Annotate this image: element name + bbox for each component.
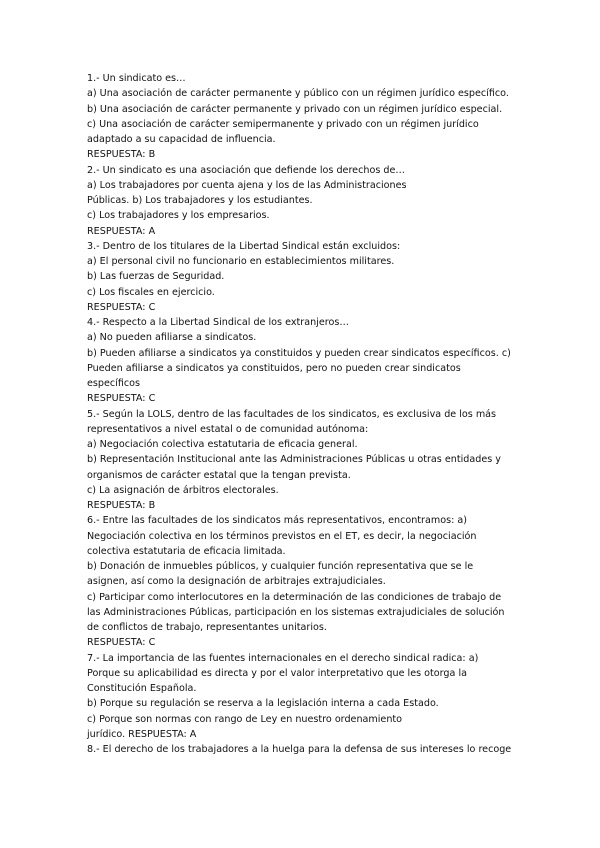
- question-2-option-c: c) Los trabajadores y los empresarios.: [87, 210, 270, 222]
- question-5-stem-cont: representativos a nivel estatal o de comunidad autónoma:: [87, 423, 369, 435]
- question-4-stem: 4.- Respecto a la Libertad Sindical de los extranjeros…: [87, 317, 349, 328]
- question-6-option-c-cont: las Administraciones Públicas, participación en los sistemas extrajudiciales de solución: [87, 606, 505, 618]
- question-6-option-c: c) Participar como interlocutores en la determinación de las condiciones de trabajo de: [87, 591, 502, 603]
- question-1-stem: 1.- Un sindicato es…: [87, 73, 186, 84]
- question-2-stem: 2.- Un sindicato es una asociación que defiende los derechos de…: [87, 164, 405, 176]
- question-1-option-a: a) Una asociación de carácter permanente y público con un régimen jurídico específico.: [87, 88, 509, 100]
- question-3-answer: RESPUESTA: C: [87, 301, 156, 313]
- question-6-option-c-cont-2: de conflictos de trabajo, representantes unitarios.: [87, 622, 327, 633]
- question-5-option-c: c) La asignación de árbitros electorales.: [87, 484, 279, 496]
- question-4-option-c-cont: específicos: [87, 378, 141, 389]
- question-3-option-a: a) El personal civil no funcionario en establecimientos militares.: [87, 256, 395, 267]
- question-5-option-b: b) Representación Institucional ante las Administraciones Públicas u otras entidades y: [87, 454, 501, 466]
- question-4-option-c: Pueden afiliarse a sindicatos ya constituidos, pero no pueden crear sindicatos: [87, 362, 461, 374]
- question-1-option-b: b) Una asociación de carácter permanente y privado con un régimen jurídico especial.: [87, 103, 503, 115]
- question-6-stem: 6.- Entre las facultades de los sindicatos más representativos, encontramos: a): [87, 515, 467, 527]
- question-2-option-a: a) Los trabajadores por cuenta ajena y los de las Administraciones: [87, 179, 407, 191]
- question-7-option-a: Porque su aplicabilidad es directa y por el valor interpretativo que les otorga la: [87, 667, 467, 679]
- question-4-option-a: a) No pueden afiliarse a sindicatos.: [87, 332, 257, 344]
- question-1-option-c-cont: adaptado a su capacidad de influencia.: [87, 134, 276, 145]
- question-5-option-a: a) Negociación colectiva estatutaria de eficacia general.: [87, 439, 358, 450]
- question-7-answer: jurídico. RESPUESTA: A: [87, 728, 197, 740]
- question-7-stem: 7.- La importancia de las fuentes internacionales en el derecho sindical radica: a): [87, 652, 479, 664]
- question-6-option-b-cont: asignen, así como la designación de arbitrajes extrajudiciales.: [87, 576, 386, 588]
- question-6-option-b: b) Donación de inmuebles públicos, y cualquier función representativa que se le: [87, 561, 474, 572]
- question-7-option-a-cont: Constitución Española.: [87, 683, 197, 694]
- question-7-option-b: b) Porque su regulación se reserva a la legislación interna a cada Estado.: [87, 698, 439, 710]
- question-5-answer: RESPUESTA: B: [87, 500, 156, 511]
- question-8-stem: 8.- El derecho de los trabajadores a la huelga para la defensa de sus intereses lo recoge: [87, 744, 512, 755]
- question-6-option-a-cont: colectiva estatutaria de eficacia limitada.: [87, 545, 286, 557]
- question-4-option-b: b) Pueden afiliarse a sindicatos ya constituidos y pueden crear sindicatos específicos. c): [87, 347, 511, 359]
- question-3-stem: 3.- Dentro de los titulares de la Libertad Sindical están excluidos:: [87, 240, 401, 252]
- quiz-text-block: [87, 71, 527, 757]
- question-6-option-a: Negociación colectiva en los términos previstos en el ET, es decir, la negociación: [87, 530, 477, 542]
- question-3-option-b: b) Las fuerzas de Seguridad.: [87, 271, 225, 283]
- question-1-option-c: c) Una asociación de carácter semipermanente y privado con un régimen jurídico: [87, 118, 479, 130]
- question-2-option-b: Públicas. b) Los trabajadores y los estudiantes.: [87, 195, 313, 206]
- question-4-answer: RESPUESTA: C: [87, 393, 156, 405]
- question-7-option-c: c) Porque son normas con rango de Ley en nuestro ordenamiento: [87, 713, 403, 725]
- question-5-stem: 5.- Según la LOLS, dentro de las facultades de los sindicatos, es exclusiva de los más: [87, 408, 497, 420]
- question-3-option-c: c) Los fiscales en ejercicio.: [87, 286, 215, 298]
- question-1-answer: RESPUESTA: B: [87, 149, 156, 161]
- question-6-answer: RESPUESTA: C: [87, 637, 156, 649]
- question-5-option-b-cont: organismos de carácter estatal que la tengan prevista.: [87, 469, 351, 481]
- question-2-answer: RESPUESTA: A: [87, 225, 156, 237]
